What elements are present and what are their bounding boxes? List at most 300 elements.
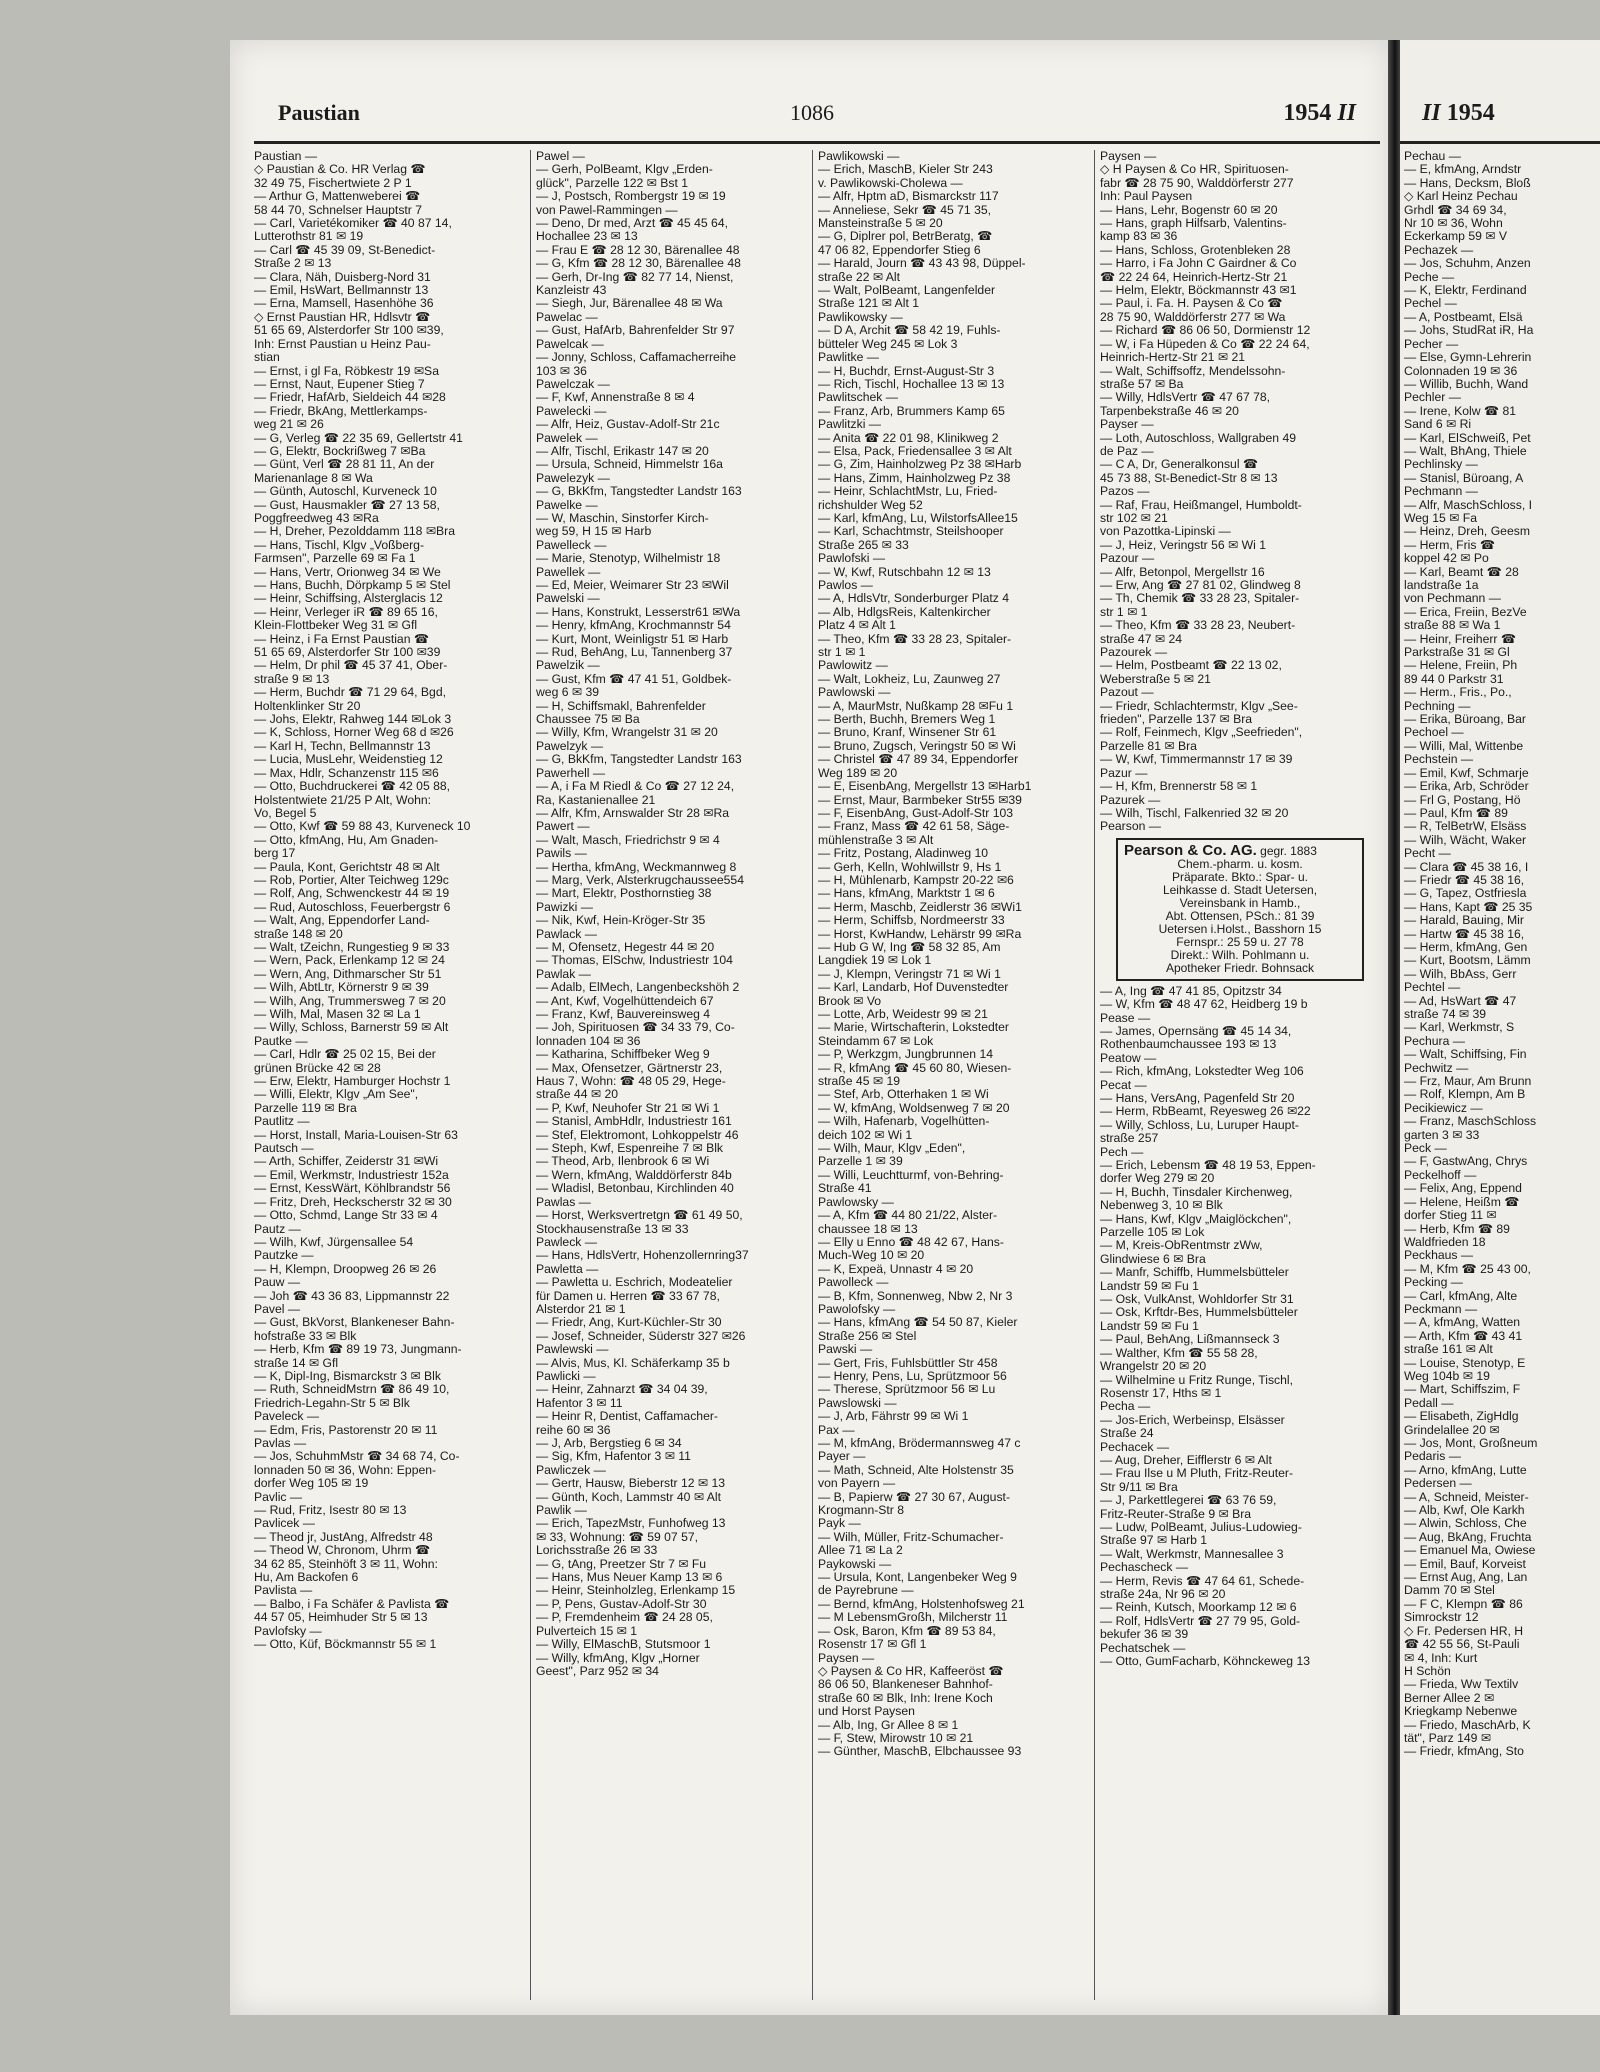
directory-entry-line: Paykowski — <box>818 1557 892 1571</box>
directory-entry-line: — Hans, Schloss, Grotenbleken 28 <box>1100 243 1291 257</box>
directory-entry-line: Pechacek — <box>1100 1440 1170 1454</box>
directory-entry-line: glück", Parzelle 122 ✉ Bst 1 <box>536 176 689 190</box>
directory-entry-line: — Herb, Kfm ☎ 89 <box>1404 1222 1510 1236</box>
directory-entry-line: — Wilh, Wächt, Waker <box>1404 833 1527 847</box>
directory-entry-line: — P, Pens, Gustav-Adolf-Str 30 <box>536 1597 707 1611</box>
directory-entry-line: Pawert — <box>536 820 590 834</box>
directory-entry-line: Pazos — <box>1100 485 1150 499</box>
directory-entry-line: deich 102 ✉ Wi 1 <box>818 1128 913 1142</box>
directory-entry-line: — G, Tapez, Ostfriesla <box>1404 887 1527 901</box>
directory-entry-line: — Katharina, Schiffbeker Weg 9 <box>536 1048 710 1062</box>
directory-entry-line: — Hans, Tischl, Klgv „Voßberg- <box>254 538 425 552</box>
directory-entry-line: Rothenbaumchaussee 193 ✉ 13 <box>1100 1038 1277 1052</box>
directory-entry-line: — Osk, Baron, Kfm ☎ 89 53 84, <box>818 1624 996 1638</box>
directory-entry-line: — Frieda, Ww Textilv <box>1404 1678 1519 1692</box>
directory-entry-line: Pechura — <box>1404 1034 1465 1048</box>
directory-entry-line: Weg 104b ✉ 19 <box>1404 1369 1490 1383</box>
directory-entry-line: Pechtel — <box>1404 981 1461 995</box>
directory-entry-line: — Friedr, BkAng, Mettlerkamps- <box>254 404 428 418</box>
directory-entry-line: — Hans, kfmAng, Marktstr 1 ✉ 6 <box>818 887 995 901</box>
ad-founded: gegr. 1883 <box>1260 843 1317 858</box>
directory-entry-line: — F, GastwAng, Chrys <box>1404 1155 1528 1169</box>
directory-entry-line: Pavel — <box>254 1302 301 1316</box>
directory-entry-line: — Franz, Arb, Brummers Kamp 65 <box>818 404 1005 418</box>
directory-entry-line: — James, Opernsäng ☎ 45 14 34, <box>1100 1024 1292 1038</box>
directory-entry-line: H Schön <box>1404 1664 1451 1678</box>
directory-entry-line: — C A, Dr, Generalkonsul ☎ <box>1100 458 1259 472</box>
directory-entry-line: Weg 189 ✉ 20 <box>818 766 898 780</box>
directory-entry-line: Pawelac — <box>536 310 598 324</box>
directory-entry-line: — Wilh, Kwf, Jürgensallee 54 <box>254 1235 414 1249</box>
directory-entry-line: — Günth, Koch, Lammstr 40 ✉ Alt <box>536 1490 721 1504</box>
directory-entry-line: Pawelzyk — <box>536 739 604 753</box>
directory-entry-line: — Willy, ElMaschB, Stutsmoor 1 <box>536 1638 711 1652</box>
directory-entry-line: — Karl, Beamt ☎ 28 <box>1404 565 1519 579</box>
directory-entry-line: — A, Postbeamt, Elsä <box>1404 310 1523 324</box>
directory-entry-line: — Gerh, Dr-Ing ☎ 82 77 14, Nienst, <box>536 270 734 284</box>
directory-entry-line: — Henry, kfmAng, Krochmannstr 54 <box>536 619 731 633</box>
directory-entry-line: grünen Brücke 42 ✉ 28 <box>254 1061 381 1075</box>
directory-entry-line: — Gust, BkVorst, Blankeneser Bahn- <box>254 1316 455 1330</box>
directory-entry-line: — H, Mühlenarb, Kampstr 20-22 ✉6 <box>818 873 1014 887</box>
directory-entry-line: de Payrebrune — <box>818 1584 914 1598</box>
directory-entry-line: straße 57 ✉ Ba <box>1100 377 1184 391</box>
directory-entry-line: — Th, Chemik ☎ 33 28 23, Spitaler- <box>1100 592 1300 606</box>
directory-entry-line: — Emanuel Ma, Owiese <box>1404 1544 1536 1558</box>
listing-column-4-top <box>1100 150 1370 834</box>
directory-entry-line: — Alfr, Hptm aD, Bismarckstr 117 <box>818 190 999 204</box>
directory-entry-line: — Walt, tZeichn, Rungestieg 9 ✉ 33 <box>254 940 450 954</box>
listing-column-2 <box>536 150 806 2000</box>
directory-entry-line: Straße 24 <box>1100 1427 1154 1441</box>
directory-entry-line: — Ant, Kwf, Vogelhüttendeich 67 <box>536 994 714 1008</box>
directory-entry-line: — Rolf, HdlsVertr ☎ 27 79 95, Gold- <box>1100 1614 1301 1628</box>
directory-entry-line: — Erw, Elektr, Hamburger Hochstr 1 <box>254 1075 451 1089</box>
directory-entry-line: straße 148 ✉ 20 <box>254 927 343 941</box>
directory-entry-line: — W, Kwf, Timmermannstr 17 ✉ 39 <box>1100 753 1293 767</box>
directory-entry-line: Nr 10 ✉ 36, Wohn <box>1404 217 1503 231</box>
directory-entry-line: — Walt, Masch, Friedrichstr 9 ✉ 4 <box>536 833 720 847</box>
directory-entry-line: weg 6 ✉ 39 <box>536 686 600 700</box>
directory-entry-line: Marienanlage 8 ✉ Wa <box>254 471 373 485</box>
directory-entry-line: dorfer Weg 279 ✉ 20 <box>1100 1172 1215 1186</box>
volume-label: II <box>1337 100 1356 126</box>
directory-entry-line: — Helm, Postbeamt ☎ 22 13 02, <box>1100 659 1282 673</box>
directory-entry-line: von Pazottka-Lipinski — <box>1100 525 1231 539</box>
directory-entry-line: — Ernst, i gl Fa, Röbkestr 19 ✉Sa <box>254 364 439 378</box>
directory-entry-line: — Frau E ☎ 28 12 30, Bärenallee 48 <box>536 243 740 257</box>
directory-entry-line: — D A, Archit ☎ 58 42 19, Fuhls- <box>818 324 1001 338</box>
directory-entry-line: — Elly u Enno ☎ 48 42 67, Hans- <box>818 1235 1004 1249</box>
directory-entry-line: — Friedo, MaschArb, K <box>1404 1718 1531 1732</box>
directory-entry-line: — R, kfmAng ☎ 45 60 80, Wiesen- <box>818 1061 1012 1075</box>
directory-entry-line: — A, kfmAng, Watten <box>1404 1316 1521 1330</box>
directory-entry-line: — A, HdlsVtr, Sonderburger Platz 4 <box>818 592 1010 606</box>
directory-entry-line: — Stanisl, Büroang, A <box>1404 471 1524 485</box>
directory-entry-line: — Ernst Aug, Ang, Lan <box>1404 1571 1528 1585</box>
directory-entry-line: Pawolleck — <box>818 1276 889 1290</box>
directory-entry-line: Pedall — <box>1404 1396 1454 1410</box>
directory-entry-line: — Carl ☎ 45 39 09, St-Benedict- <box>254 243 436 257</box>
directory-entry-line: — Bruno, Zugsch, Veringstr 50 ✉ Wi <box>818 739 1016 753</box>
directory-entry-line: Pease — <box>1100 1011 1151 1025</box>
directory-entry-line: — Osk, Krftdr-Bes, Hummelsbütteler <box>1100 1306 1298 1320</box>
directory-entry-line: Berner Allee 2 ✉ <box>1404 1691 1495 1705</box>
listing-column-1 <box>254 150 524 2000</box>
directory-entry-line: Pawski — <box>818 1343 873 1357</box>
directory-entry-line: — Jos, Schuhm, Anzen <box>1404 257 1531 271</box>
directory-entry-line: — F, Kwf, Annenstraße 8 ✉ 4 <box>536 391 695 405</box>
directory-entry-line: Pawleck — <box>536 1235 597 1249</box>
directory-entry-line: — Marie, Stenotyp, Wilhelmistr 18 <box>536 552 721 566</box>
directory-entry-line: — Jos, Mont, Großneum <box>1404 1437 1538 1450</box>
directory-entry-line: Poggfreedweg 43 ✉Ra <box>254 511 379 525</box>
directory-entry-line: — H, Kfm, Brennerstr 58 ✉ 1 <box>1100 780 1258 794</box>
directory-entry-line: — Bernd, kfmAng, Holstenhofsweg 21 <box>818 1597 1025 1611</box>
directory-entry-line: — Theo, Kfm ☎ 33 28 23, Neubert- <box>1100 619 1296 633</box>
directory-entry-line: — Thomas, ElSchw, Industriestr 104 <box>536 954 733 968</box>
directory-entry-line: — Heinr, Steinholzleg, Erlenkamp 15 <box>536 1584 736 1598</box>
directory-entry-line: — G, Zim, Hainholzweg Pz 38 ✉Harb <box>818 458 1022 472</box>
directory-entry-line: — Steph, Kwf, Espenreihe 7 ✉ Blk <box>536 1142 724 1156</box>
directory-entry-line: Pawelzik — <box>536 659 600 673</box>
column-divider <box>1094 150 1095 2000</box>
directory-entry-line: — J, Heiz, Veringstr 56 ✉ Wi 1 <box>1100 538 1266 552</box>
directory-entry-line: — Heinr, Schiffsing, Alsterglacis 12 <box>254 592 443 606</box>
directory-entry-line: Pautsch — <box>254 1142 314 1156</box>
directory-entry-line: — Stef, Elektromont, Lohkoppelstr 46 <box>536 1128 739 1142</box>
directory-entry-line: Pawelezyk — <box>536 471 610 485</box>
directory-entry-line: Payer — <box>818 1450 866 1464</box>
directory-entry-line: — Johs, StudRat iR, Ha <box>1404 324 1534 338</box>
directory-entry-line: — Karl, Landarb, Hof Duvenstedter <box>818 981 1009 995</box>
listing-column-4-bottom <box>1100 985 1370 1669</box>
directory-entry-line: — Harald, Journ ☎ 43 43 98, Düppel- <box>818 257 1026 271</box>
directory-entry-line: Uetersen i.Holst., Basshorn 15 <box>1158 922 1322 936</box>
listing-column-4 <box>1100 150 1370 2000</box>
directory-entry-line: Lorichsstraße 26 ✉ 33 <box>536 1544 658 1558</box>
directory-entry-line: — M LebensmGroßh, Milcherstr 11 <box>818 1611 1008 1625</box>
directory-entry-line: — Herm, Fris ☎ <box>1404 538 1496 552</box>
directory-entry-line: — Max, Hdlr, Schanzenstr 115 ✉6 <box>254 766 439 780</box>
directory-entry-line: Pavlic — <box>254 1490 303 1504</box>
directory-entry-line: Wrangelstr 20 ✉ 20 <box>1100 1360 1207 1374</box>
directory-entry-line: Straße 41 <box>818 1182 872 1196</box>
directory-entry-line: — Otto, GumFacharb, Köhnckeweg 13 <box>1100 1655 1310 1669</box>
directory-entry-line: Inh: Ernst Paustian u Heinz Pau- <box>254 337 431 351</box>
directory-entry-line: koppel 42 ✉ Po <box>1404 552 1489 566</box>
directory-entry-line: Peck — <box>1404 1142 1447 1156</box>
directory-entry-line: — Ludw, PolBeamt, Julius-Ludowieg- <box>1100 1520 1302 1534</box>
directory-entry-line: Waldfrieden 18 <box>1404 1235 1486 1249</box>
directory-entry-line: — Berth, Buchh, Bremers Weg 1 <box>818 713 996 727</box>
directory-page <box>230 40 1390 2015</box>
directory-entry-line: — Aug, Dreher, Eifflerstr 6 ✉ Alt <box>1100 1453 1272 1467</box>
directory-entry-line: — Hans, Mus Neuer Kamp 13 ✉ 6 <box>536 1571 723 1585</box>
directory-entry-line: Chem.-pharm. u. kosm. <box>1177 857 1303 871</box>
directory-entry-line: Much-Weg 10 ✉ 20 <box>818 1249 925 1263</box>
directory-entry-line: — Siegh, Jur, Bärenallee 48 ✉ Wa <box>536 297 723 311</box>
directory-entry-line: Allee 71 ✉ La 2 <box>818 1544 903 1558</box>
facing-header-rule <box>1400 141 1600 144</box>
directory-entry-line: frieden", Parzelle 137 ✉ Bra <box>1100 713 1253 727</box>
facing-volume-label: II <box>1422 100 1441 126</box>
directory-entry-line: — Günther, MaschB, Elbchaussee 93 <box>818 1745 1022 1759</box>
directory-entry-line: — Deno, Dr med, Arzt ☎ 45 45 64, <box>536 217 728 231</box>
directory-entry-line: Präparate. Bkto.: Spar- u. <box>1171 870 1309 884</box>
directory-entry-line: — Nik, Kwf, Hein-Kröger-Str 35 <box>536 914 706 928</box>
directory-entry-line: 28 75 90, Walddörferstr 277 ✉ Wa <box>1100 310 1286 324</box>
directory-entry-line: — Johs, Elektr, Rahweg 144 ✉Lok 3 <box>254 713 452 727</box>
directory-entry-line: — H, Klempn, Droopweg 26 ✉ 26 <box>254 1262 437 1276</box>
directory-entry-line: — Frl G, Postang, Hö <box>1404 793 1521 807</box>
directory-entry-line: — Jos, SchuhmMstr ☎ 34 68 74, Co- <box>254 1450 460 1464</box>
directory-entry-line: Pavlicek — <box>254 1517 315 1531</box>
directory-entry-line: Pechatschek — <box>1100 1641 1186 1655</box>
directory-entry-line: — Willy, Schloss, Lu, Luruper Haupt- <box>1100 1118 1299 1132</box>
column-divider <box>530 150 531 2000</box>
directory-entry-line: — B, Papierw ☎ 27 30 67, August- <box>818 1490 1011 1504</box>
directory-entry-line: Pavlista — <box>254 1584 313 1598</box>
directory-entry-line: ◇ H Paysen & Co HR, Spirituosen- <box>1100 163 1289 177</box>
directory-entry-line: — Carl, Hdlr ☎ 25 02 15, Bei der <box>254 1048 436 1062</box>
directory-entry-line: Weg 15 ✉ Fa <box>1404 511 1477 525</box>
directory-entry-line: Landstr 59 ✉ Fu 1 <box>1100 1319 1199 1333</box>
directory-entry-line: Pawolofsky — <box>818 1302 896 1316</box>
directory-entry-line: — Günt, Verl ☎ 28 81 11, An der <box>254 458 435 472</box>
directory-entry-line: — E, kfmAng, Arndstr <box>1404 163 1522 177</box>
directory-entry-line: Pawizki — <box>536 900 593 914</box>
year-label: 1954 <box>1283 100 1332 126</box>
directory-entry-line: Pawlowsky — <box>818 1195 894 1209</box>
directory-entry-line: Rosenstr 17 ✉ Gfl 1 <box>818 1638 927 1652</box>
directory-entry-line: — Otto, Küf, Böckmannstr 55 ✉ 1 <box>254 1638 437 1652</box>
directory-entry-line: ✉ 33, Wohnung: ☎ 59 07 57, <box>536 1530 699 1544</box>
directory-entry-line: — Stef, Arb, Otterhaken 1 ✉ Wi <box>818 1088 989 1102</box>
directory-entry-line: ✉ 4, Inh: Kurt <box>1404 1651 1478 1665</box>
directory-entry-line: — F C, Klempn ☎ 86 <box>1404 1597 1523 1611</box>
directory-entry-line: — Herm, Maschb, Zeidlerstr 36 ✉Wi1 <box>818 900 1022 914</box>
directory-entry-line: Pawlowitz — <box>818 659 888 673</box>
directory-entry-line: straße 9 ✉ 13 <box>254 672 330 686</box>
directory-entry-line: Pavlas — <box>254 1437 307 1450</box>
directory-entry-line: Pavlofsky — <box>254 1624 322 1638</box>
directory-entry-line: Farmsen", Parzelle 69 ✉ Fa 1 <box>254 552 416 566</box>
directory-entry-line: Klein-Flottbeker Weg 31 ✉ Gfl <box>254 619 418 633</box>
directory-entry-line: weg 59, H 15 ✉ Harb <box>536 525 652 539</box>
directory-entry-line: — Karl, Werkmstr, S <box>1404 1021 1515 1035</box>
directory-entry-line: — Gerh, Kelln, Wohlwillstr 9, Hs 1 <box>818 860 1002 874</box>
directory-entry-line: Peckhaus — <box>1404 1249 1474 1263</box>
directory-entry-line: — Wern, kfmAng, Walddörferstr 84b <box>536 1168 732 1182</box>
directory-entry-line: — Ruth, SchneidMstrn ☎ 86 49 10, <box>254 1383 450 1397</box>
directory-entry-line: — Karl, ElSchweiß, Pet <box>1404 431 1531 445</box>
directory-entry-line: — Rolf, Klempn, Am B <box>1404 1088 1526 1102</box>
directory-entry-line: — Reinh, Kutsch, Moorkamp 12 ✉ 6 <box>1100 1601 1297 1615</box>
directory-entry-line: — P, Kwf, Neuhofer Str 21 ✉ Wi 1 <box>536 1101 720 1115</box>
directory-entry-line: — Helm, Elektr, Böckmannstr 43 ✉1 <box>1100 284 1297 298</box>
directory-entry-line: — Alvis, Mus, Kl. Schäferkamp 35 b <box>536 1356 730 1370</box>
directory-entry-line: tät", Parz 149 ✉ <box>1404 1731 1492 1745</box>
directory-entry-line: — Kurt, Mont, Weinligstr 51 ✉ Harb <box>536 632 729 646</box>
directory-entry-line: Peatow — <box>1100 1051 1157 1065</box>
directory-entry-line: — Willy, HdlsVertr ☎ 47 67 78, <box>1100 391 1271 405</box>
directory-entry-line: de Paz — <box>1100 444 1154 458</box>
directory-entry-line: Pazurek — <box>1100 793 1161 807</box>
directory-entry-line: — Arth, Schiffer, Zeiderstr 31 ✉Wi <box>254 1155 439 1169</box>
directory-entry-line: Glindwiese 6 ✉ Bra <box>1100 1252 1206 1266</box>
directory-entry-line: — P, Fremdenheim ☎ 24 28 05, <box>536 1611 713 1625</box>
directory-entry-line: — Wern, Pack, Erlenkamp 12 ✉ 24 <box>254 954 445 968</box>
directory-entry-line: Pearson — <box>1100 820 1161 834</box>
directory-entry-line: — Walt, Schiffsing, Fin <box>1404 1048 1527 1062</box>
directory-entry-line: — Wilh, Tischl, Falkenried 32 ✉ 20 <box>1100 806 1289 820</box>
directory-entry-line: Nebenweg 3, 10 ✉ Blk <box>1100 1199 1223 1213</box>
directory-entry-line: — Ernst, KessWärt, Köhlbrandstr 56 <box>254 1182 451 1196</box>
directory-entry-line: chaussee 18 ✉ 13 <box>818 1222 918 1236</box>
directory-entry-line: — Manfr, Schiffb, Hummelsbütteler <box>1100 1266 1289 1280</box>
directory-entry-line: — Herm, Schiffsb, Nordmeerstr 33 <box>818 914 1005 928</box>
directory-entry-line: — G, Diplrer pol, BetrBeratg, ☎ <box>818 230 993 244</box>
directory-entry-line: — A, Schneid, Meister- <box>1404 1490 1529 1504</box>
directory-entry-line: Geest", Parz 952 ✉ 34 <box>536 1664 659 1678</box>
page-number: 1086 <box>790 100 834 125</box>
directory-entry-line: kamp 83 ✉ 36 <box>1100 230 1178 244</box>
directory-entry-line: Pawerhell — <box>536 766 606 780</box>
directory-entry-line: — Lotte, Arb, Weidestr 99 ✉ 21 <box>818 1008 988 1021</box>
directory-entry-line: Pawletta — <box>536 1262 599 1276</box>
directory-entry-line: — Theod W, Chronom, Uhrm ☎ <box>254 1544 431 1558</box>
directory-entry-line: Pawelleck — <box>536 538 607 552</box>
directory-entry-line: — Willib, Buchh, Wand <box>1404 377 1529 391</box>
directory-entry-line: — K, Expeä, Unnastr 4 ✉ 20 <box>818 1262 974 1276</box>
directory-entry-line: Parkstraße 31 ✉ Gl <box>1404 646 1510 660</box>
directory-entry-line: — Bruno, Kranf, Winsener Str 61 <box>818 726 997 740</box>
directory-entry-line: Pawel — <box>536 150 585 163</box>
directory-entry-line: Pechoel — <box>1404 726 1464 740</box>
directory-entry-line: — Gust, HafArb, Bahrenfelder Str 97 <box>536 324 735 338</box>
directory-entry-line: — Karl, kfmAng, Lu, WilstorfsAllee15 <box>818 511 1018 525</box>
directory-entry-line: — Emil, Kwf, Schmarje <box>1404 766 1529 780</box>
directory-entry-line: — Walther, Kfm ☎ 55 58 28, <box>1100 1346 1258 1360</box>
directory-entry-line: straße 44 ✉ 20 <box>536 1088 619 1102</box>
directory-entry-line: Brook ✉ Vo <box>818 994 882 1008</box>
directory-entry-line: — Willi, Mal, Wittenbe <box>1404 739 1524 753</box>
directory-entry-line: mühlenstraße 3 ✉ Alt <box>818 833 934 847</box>
directory-entry-line: Holstentwiete 21/25 P Alt, Wohn: <box>254 793 432 807</box>
column-divider <box>812 150 813 2000</box>
directory-entry-line: — Heinr R, Dentist, Caffamacher- <box>536 1410 718 1424</box>
directory-entry-line: — Willy, Schloss, Barnerstr 59 ✉ Alt <box>254 1021 449 1035</box>
directory-entry-line: ◇ Paustian & Co. HR Verlag ☎ <box>254 163 426 177</box>
directory-entry-line: Straße 2 ✉ 13 <box>254 257 332 271</box>
directory-entry-line: 47 06 82, Eppendorfer Stieg 6 <box>818 243 981 257</box>
directory-entry-line: Pazourek — <box>1100 646 1168 660</box>
directory-entry-line: Vo, Begel 5 <box>254 806 317 820</box>
directory-entry-line: — Hans, Kwf, Klgv „Maiglöckchen", <box>1100 1212 1292 1226</box>
directory-entry-line: — Harald, Bauing, Mir <box>1404 914 1524 928</box>
directory-entry-line: Peckelhoff — <box>1404 1168 1477 1182</box>
directory-entry-line: — Paula, Kont, Gerichtstr 48 ✉ Alt <box>254 860 440 874</box>
directory-entry-line: — H, Dreher, Pezolddamm 118 ✉Bra <box>254 525 456 539</box>
directory-entry-line: — Friedr, Schlachtermstr, Klgv „See- <box>1100 699 1298 713</box>
directory-entry-line: — Frz, Maur, Am Brunn <box>1404 1075 1532 1089</box>
directory-entry-line: Pawlik — <box>536 1504 587 1518</box>
directory-entry-line: Direkt.: Wilh. Pohlmann u. <box>1170 948 1310 962</box>
directory-entry-line: Friedrich-Legahn-Str 5 ✉ Blk <box>254 1396 410 1410</box>
directory-entry-line: — Paul, BehAng, Lißmannseck 3 <box>1100 1333 1280 1347</box>
directory-entry-line: Heinrich-Hertz-Str 21 ✉ 21 <box>1100 351 1245 365</box>
directory-entry-line: — Herm, kfmAng, Gen <box>1404 940 1528 954</box>
directory-entry-line: — Friedr, HafArb, Sieldeich 44 ✉28 <box>254 391 446 405</box>
directory-entry-line: — Christel ☎ 47 89 34, Eppendorfer <box>818 753 1019 767</box>
directory-entry-line: — Herm, RbBeamt, Reyesweg 26 ✉22 <box>1100 1105 1311 1119</box>
directory-entry-line: — Balbo, i Fa Schäfer & Pavlista ☎ <box>254 1597 450 1611</box>
facing-running-head <box>1422 100 1495 127</box>
directory-entry-line: — Otto, Buchdruckerei ☎ 42 05 88, <box>254 780 451 794</box>
directory-entry-line: Pawellek — <box>536 565 601 579</box>
directory-entry-line: hofstraße 33 ✉ Blk <box>254 1329 357 1343</box>
directory-entry-line: — Arthur G, Mattenweberei ☎ <box>254 190 421 204</box>
directory-entry-line: Pechstein — <box>1404 753 1474 767</box>
directory-entry-line: Pawelke — <box>536 498 598 512</box>
directory-entry-line: Pawlos — <box>818 579 873 592</box>
directory-entry-line: Paysen — <box>1100 150 1157 163</box>
directory-entry-line: Peckmann — <box>1404 1302 1478 1316</box>
directory-entry-line: Krogmann-Str 8 <box>818 1504 905 1518</box>
directory-entry-line: 103 ✉ 36 <box>536 364 587 378</box>
directory-entry-line: — Rud, Autoschloss, Feuerbergstr 6 <box>254 900 451 914</box>
directory-entry-line: Tarpenbekstraße 46 ✉ 20 <box>1100 404 1239 418</box>
directory-entry-line: berg 17 <box>254 847 296 861</box>
directory-entry-line: Pechel — <box>1404 297 1457 311</box>
directory-entry-line: dorfer Stieg 11 ✉ <box>1404 1209 1497 1223</box>
directory-entry-line: Straße 256 ✉ Stel <box>818 1329 917 1343</box>
directory-entry-line: — Adalb, ElMech, Langenbeckshöh 2 <box>536 981 740 995</box>
directory-entry-line: Pauw — <box>254 1276 301 1290</box>
directory-entry-line: — Clara, Näh, Duisberg-Nord 31 <box>254 270 431 284</box>
directory-entry-line: — Herm., Fris., Po., <box>1404 686 1512 700</box>
directory-entry-line: — Ursula, Schneid, Himmelstr 16a <box>536 458 723 472</box>
directory-entry-line: 51 65 69, Alsterdorfer Str 100 ✉39 <box>254 646 441 660</box>
directory-entry-line: — W, Maschin, Sinstorfer Kirch- <box>536 511 709 525</box>
directory-entry-line: Abt. Ottensen, PSch.: 81 39 <box>1165 909 1315 923</box>
directory-entry-line: — Herm, Buchdr ☎ 71 29 64, Bgd, <box>254 686 446 700</box>
directory-entry-line: — Paul, Kfm ☎ 89 <box>1404 806 1508 820</box>
directory-entry-line: — Friedr ☎ 45 38 16, <box>1404 873 1525 887</box>
directory-entry-line: landstraße 1a <box>1404 579 1479 592</box>
directory-entry-line: Alsterdor 21 ✉ 1 <box>536 1302 626 1316</box>
directory-entry-line: — A, MaurMstr, Nußkamp 28 ✉Fu 1 <box>818 699 1014 713</box>
directory-entry-line: — Erich, Lebensm ☎ 48 19 53, Eppen- <box>1100 1159 1316 1172</box>
directory-entry-line: — Joh ☎ 43 36 83, Lippmannstr 22 <box>254 1289 450 1303</box>
directory-entry-line: Pawlikowsky — <box>818 310 903 324</box>
directory-entry-line: Parzelle 1 ✉ 39 <box>818 1155 903 1169</box>
directory-entry-line: Hochallee 23 ✉ 13 <box>536 230 638 244</box>
directory-entry-line: Payser — <box>1100 418 1154 432</box>
directory-entry-line: — Ed, Meier, Weimarer Str 23 ✉Wil <box>536 579 729 592</box>
directory-entry-line: Pedaris — <box>1404 1450 1461 1464</box>
directory-entry-line: Pawslowski — <box>818 1396 897 1410</box>
directory-entry-line: — Erika, Büroang, Bar <box>1404 713 1526 727</box>
directory-entry-line: Pawelski — <box>536 592 600 606</box>
directory-entry-line: — Rud, BehAng, Lu, Tannenberg 37 <box>536 646 733 660</box>
directory-entry-line: lonnaden 104 ✉ 36 <box>536 1034 641 1048</box>
directory-entry-line: — Franz, MaschSchloss <box>1404 1115 1537 1129</box>
directory-entry-line: — Walt, BhAng, Thiele <box>1404 444 1527 458</box>
directory-entry-line: Damm 70 ✉ Stel <box>1404 1584 1495 1598</box>
directory-entry-line: Parzelle 81 ✉ Bra <box>1100 739 1197 753</box>
